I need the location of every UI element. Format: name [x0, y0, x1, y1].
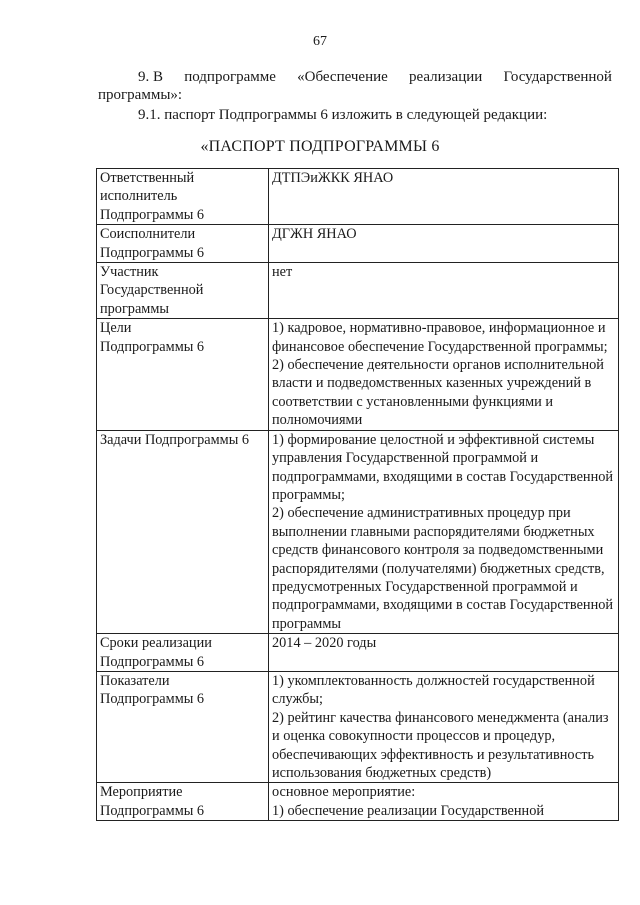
row-label-cell [97, 634, 269, 672]
row-value-paragraph: основное мероприятие: [272, 784, 416, 801]
row-value-paragraph: нет [272, 264, 293, 281]
row-value-cell [269, 319, 619, 430]
row-label-cell [97, 430, 269, 633]
row-value-cell [269, 634, 619, 672]
row-label-line: Подпрограммы 6 [100, 244, 205, 261]
table-row [97, 225, 619, 263]
table-row [97, 263, 619, 319]
row-label-line: Подпрограммы 6 [100, 206, 205, 223]
row-value-cell [269, 783, 619, 821]
row-label-line: программы [100, 300, 170, 317]
row-value-paragraph: 1) обеспечение реализации Государственной [272, 802, 545, 819]
paragraph-9-line-2: программы»: [98, 87, 183, 103]
passport-table [96, 168, 619, 821]
row-value-cell [269, 430, 619, 633]
row-value-paragraph: 2014 – 2020 годы [272, 635, 377, 652]
row-value-paragraph: ДТПЭиЖКК ЯНАО [272, 170, 394, 186]
row-value-paragraph: 2) обеспечение деятельности органов исполнительной власти и подведомственных казенных учреждений в соответствии с установленными функциями и полномочиями [272, 357, 604, 429]
paragraph-9-number: 9. В [138, 69, 164, 85]
table-row [97, 634, 619, 672]
row-label-line: Сроки реализации [100, 635, 212, 652]
table-row [97, 783, 619, 821]
row-value-cell [269, 225, 619, 263]
table-row [97, 319, 619, 430]
row-value-cell [269, 671, 619, 782]
row-value-paragraph: 1) формирование целостной и эффективной системы управления Государственной программой и подпрограммами, входящими в состав Государственной программы; [272, 431, 614, 503]
row-label-cell [97, 319, 269, 430]
row-label-line: исполнитель [100, 188, 178, 205]
paragraph-9-line-1 [98, 68, 612, 86]
row-label-line: Показатели [100, 672, 170, 689]
row-label-line: Соисполнители [100, 226, 196, 243]
paragraph-9-word: реализации [408, 69, 483, 85]
row-label-cell [97, 671, 269, 782]
table-row [97, 671, 619, 782]
paragraph-9-word: подпрограмме [184, 69, 276, 85]
row-label-line: Подпрограммы 6 [100, 691, 205, 708]
row-value-cell [269, 263, 619, 319]
row-label-cell [97, 225, 269, 263]
row-label-line: Задачи Подпрограммы 6 [100, 431, 250, 448]
row-label-cell [97, 783, 269, 821]
row-value-paragraph: 2) рейтинг качества финансового менеджмента (анализ и оценка совокупности процессов и процедур, обеспечивающих эффективность и результативность использования бюджетных средств) [272, 709, 609, 781]
table-row [97, 169, 619, 225]
row-label-line: Подпрограммы 6 [100, 653, 205, 670]
row-value-paragraph: 1) кадровое, нормативно-правовое, информационное и финансовое обеспечение Государственной программы; [272, 320, 608, 355]
row-value-paragraph: ДГЖН ЯНАО [272, 226, 357, 243]
row-label-cell [97, 169, 269, 225]
passport-heading: «ПАСПОРТ ПОДПРОГРАММЫ 6 [200, 138, 440, 155]
paragraph-9-word: «Обеспечение [297, 69, 388, 85]
row-label-line: Подпрограммы 6 [100, 802, 205, 819]
row-label-line: Ответственный [100, 170, 195, 186]
row-label-line: Мероприятие [100, 784, 183, 801]
page-number: 67 [313, 34, 327, 49]
paragraph-9-1: 9.1. паспорт Подпрограммы 6 изложить в следующей редакции: [138, 107, 548, 123]
row-value-paragraph: 1) укомплектованность должностей государственной службы; [272, 672, 595, 708]
row-label-line: Участник [100, 264, 159, 281]
paragraph-9-word: Государственной [503, 69, 612, 85]
row-label-line: Государственной [100, 282, 204, 299]
row-value-paragraph: 2) обеспечение административных процедур при выполнении главными распорядителями бюджетных средств финансового контроля за подведомственными распорядителями (получателями) бюджетных средств, предусмотренных Государственной программой и подпрограммами, входящими в состав Государственной программы [272, 505, 614, 632]
table-row [97, 430, 619, 633]
row-value-cell [269, 169, 619, 225]
paragraph-9 [98, 68, 612, 104]
row-label-line: Подпрограммы 6 [100, 338, 205, 355]
row-label-line: Цели [100, 320, 132, 337]
row-label-cell [97, 263, 269, 319]
